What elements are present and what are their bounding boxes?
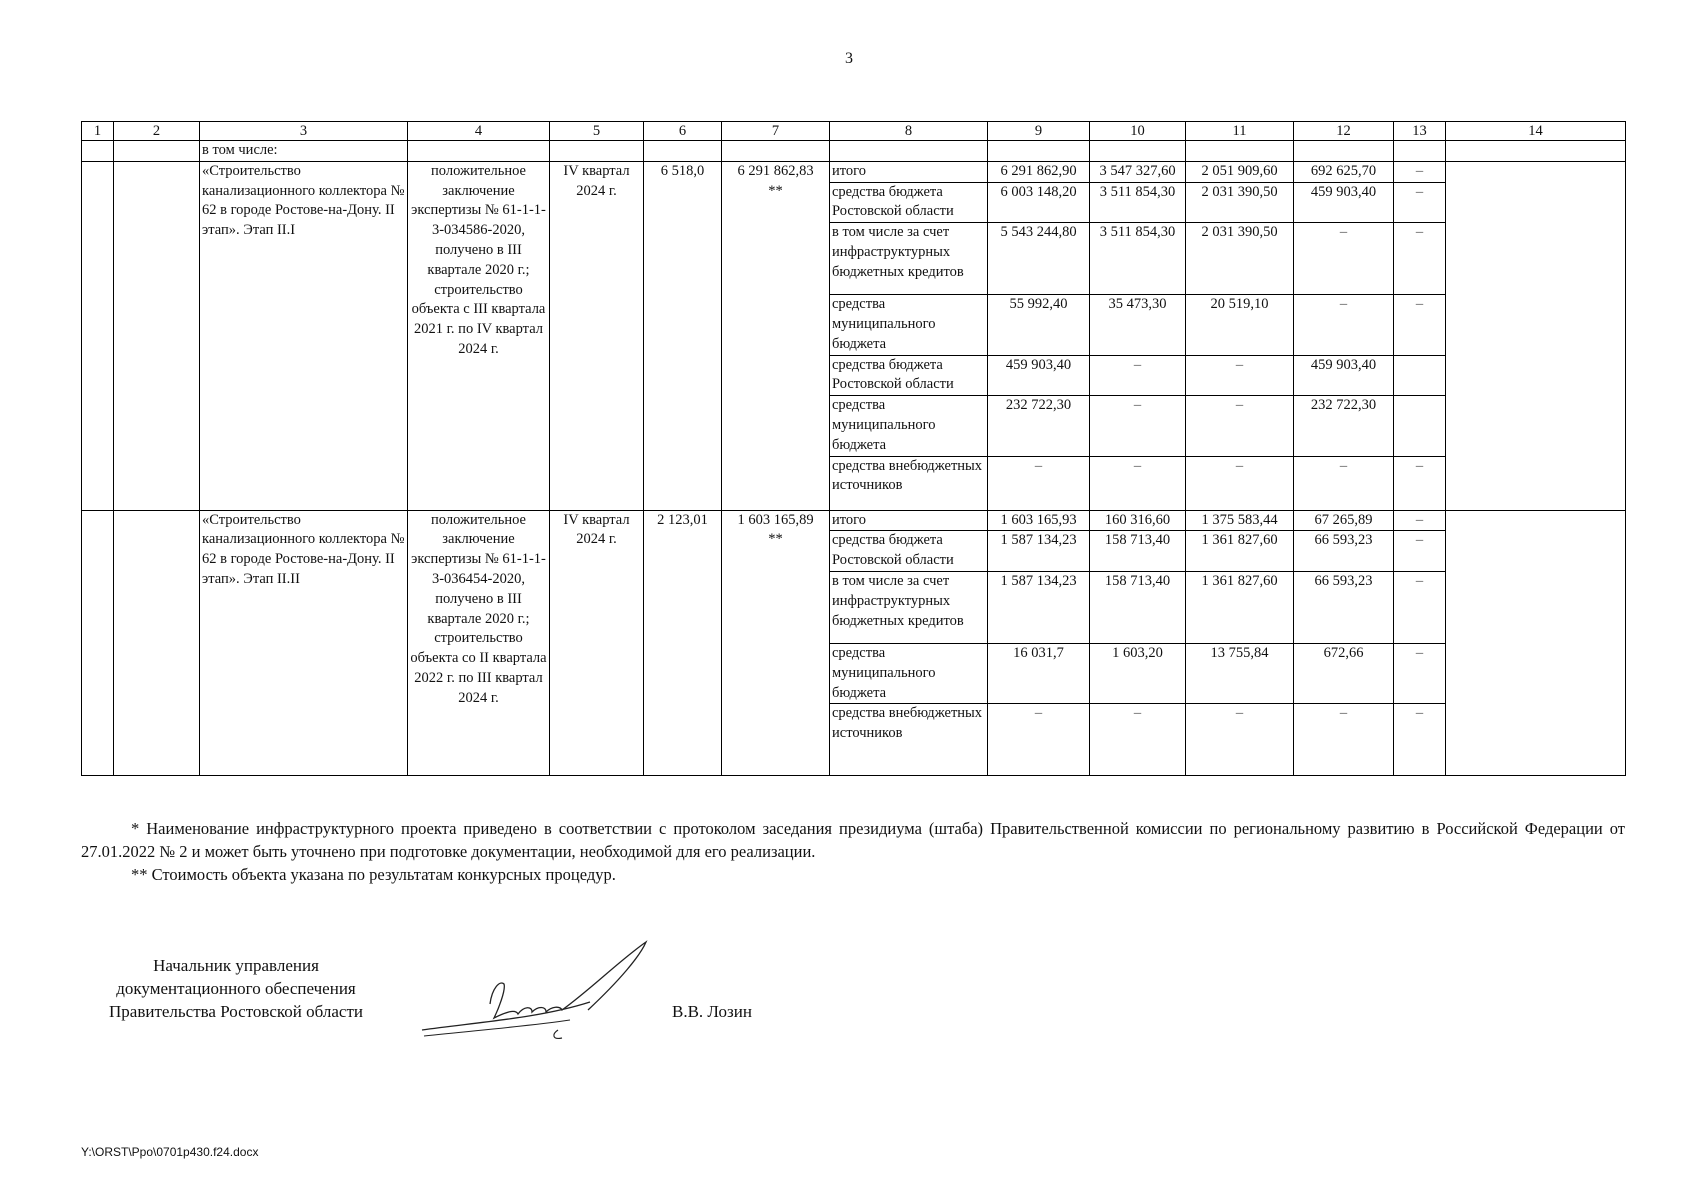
column-header: 9 [988,122,1090,141]
funding-value-v11: 1 361 827,60 [1186,571,1294,643]
funding-value-v12: 66 593,23 [1294,531,1394,572]
column-header: 3 [200,122,408,141]
table-cell [722,141,830,162]
file-path: Y:\ORST\Ppo\0701p430.f24.docx [81,1145,259,1159]
row-number-cell [82,510,114,776]
table-cell [644,141,722,162]
column-header: 6 [644,122,722,141]
object-code-cell [114,510,200,776]
funding-value-v12: – [1294,223,1394,295]
project-deadline: IV квартал 2024 г. [550,510,644,776]
project-status: положительное заключение экспертизы № 61-1-1-3-034586-2020, получено в III квартале 2020 г.; строительство объекта с III квартала 2021 г. по IV квартал 2024 г. [408,161,550,510]
project-cost-cell [722,510,830,776]
column-header: 8 [830,122,988,141]
funding-value-v12: 459 903,40 [1294,355,1394,396]
funding-value-v12: 67 265,89 [1294,510,1394,531]
funding-value-v9: 6 003 148,20 [988,182,1090,223]
project-deadline: IV квартал 2024 г. [550,161,644,510]
column-header: 5 [550,122,644,141]
project-cost-cell [722,161,830,510]
in-that-number-row [82,141,1626,162]
funding-value-v10: – [1090,396,1186,456]
funding-value-v10: 3 547 327,60 [1090,161,1186,182]
funding-source: средства муниципального бюджета [830,643,988,703]
signature-image [420,940,660,1045]
table-cell [1446,141,1626,162]
table-cell [988,141,1090,162]
column-number-row [82,122,1626,141]
column-header: 10 [1090,122,1186,141]
column-header: 1 [82,122,114,141]
funding-value-v9: 1 587 134,23 [988,571,1090,643]
funding-value-v10: – [1090,456,1186,510]
table-cell [1394,141,1446,162]
funding-value-v11: 2 031 390,50 [1186,223,1294,295]
in-that-number-label: в том числе: [200,141,408,162]
funding-source: средства бюджета Ростовской области [830,531,988,572]
funding-value-v13: – [1394,182,1446,223]
column-header: 13 [1394,122,1446,141]
column-header: 2 [114,122,200,141]
table-cell [82,141,114,162]
project-cost: 1 603 165,89 [737,511,814,528]
funding-value-v9: 16 031,7 [988,643,1090,703]
funding-value-v11: 1 361 827,60 [1186,531,1294,572]
funding-value-v12: – [1294,295,1394,355]
funding-value-v10: 1 603,20 [1090,643,1186,703]
funding-source: средства внебюджетных источников [830,704,988,776]
funding-value-v10: – [1090,704,1186,776]
project-name: «Строительство канализационного коллектора № 62 в городе Ростове-на-Дону. II этап». Этап II.I [200,161,408,510]
project-status: положительное заключение экспертизы № 61-1-1-3-036454-2020, получено в III квартале 2020 г.; строительство объекта со II квартала 2022 г. по III квартал 2024 г. [408,510,550,776]
project-capacity: 6 518,0 [644,161,722,510]
funding-source: средства бюджета Ростовской области [830,355,988,396]
funding-value-v9: 6 291 862,90 [988,161,1090,182]
funding-source: средства внебюджетных источников [830,456,988,510]
column-header: 4 [408,122,550,141]
table-cell [550,141,644,162]
funding-value-v12: – [1294,704,1394,776]
funding-value-v10: 158 713,40 [1090,571,1186,643]
table-cell [830,141,988,162]
funding-value-v11: 2 051 909,60 [1186,161,1294,182]
funding-value-v9: 1 603 165,93 [988,510,1090,531]
funding-value-v9: – [988,704,1090,776]
funding-value-v11: 20 519,10 [1186,295,1294,355]
funding-value-v13: – [1394,531,1446,572]
table-row [82,510,1626,531]
funding-value-v10: 3 511 854,30 [1090,182,1186,223]
funding-value-v11: – [1186,355,1294,396]
project-cost-note: ** [768,531,783,548]
funding-value-v13: – [1394,456,1446,510]
funding-value-v11: 2 031 390,50 [1186,182,1294,223]
footnote-2: ** Стоимость объекта указана по результатам конкурсных процедур. [131,865,616,884]
funding-value-v10: 3 511 854,30 [1090,223,1186,295]
project-capacity: 2 123,01 [644,510,722,776]
funding-value-v11: – [1186,396,1294,456]
column-header: 11 [1186,122,1294,141]
funding-value-v13: – [1394,161,1446,182]
column-header: 7 [722,122,830,141]
funding-value-v10: 160 316,60 [1090,510,1186,531]
funding-value-v12: 66 593,23 [1294,571,1394,643]
funding-value-v9: 5 543 244,80 [988,223,1090,295]
funding-value-v10: 35 473,30 [1090,295,1186,355]
page-number: 3 [845,50,853,67]
project-cost: 6 291 862,83 [737,162,814,179]
footnotes [81,817,1625,886]
footnote-1: * Наименование инфраструктурного проекта приведено в соответствии с протоколом заседания президиума (штаба) Правительственной комиссии по региональному развитию в Российской Федерации от 27.01.2022 № 2 и может быть уточнено при подготовке документации, необходимой для его реализации. [81,819,1625,861]
signer-name: В.В. Лозин [672,1002,752,1021]
financing-table [81,121,1626,776]
project-cost-note: ** [768,182,783,199]
notes-cell [1446,161,1626,510]
column-header: 12 [1294,122,1394,141]
funding-source: итого [830,161,988,182]
funding-source: в том числе за счет инфраструктурных бюджетных кредитов [830,571,988,643]
funding-value-v12: 692 625,70 [1294,161,1394,182]
funding-value-v13: – [1394,704,1446,776]
table-cell [408,141,550,162]
financing-table-wrap [81,121,1625,776]
funding-value-v13 [1394,355,1446,396]
table-cell [114,141,200,162]
funding-value-v10: – [1090,355,1186,396]
signer-position: Начальник управления документационного обеспечения Правительства Ростовской области [109,956,363,1021]
table-row [82,161,1626,182]
funding-value-v9: 55 992,40 [988,295,1090,355]
funding-value-v11: 1 375 583,44 [1186,510,1294,531]
funding-value-v9: 232 722,30 [988,396,1090,456]
funding-value-v11: 13 755,84 [1186,643,1294,703]
funding-value-v13: – [1394,643,1446,703]
funding-source: в том числе за счет инфраструктурных бюджетных кредитов [830,223,988,295]
funding-value-v10: 158 713,40 [1090,531,1186,572]
funding-source: средства бюджета Ростовской области [830,182,988,223]
funding-value-v11: – [1186,456,1294,510]
funding-value-v13 [1394,396,1446,456]
funding-source: средства муниципального бюджета [830,396,988,456]
project-name: «Строительство канализационного коллектора № 62 в городе Ростове-на-Дону. II этап». Этап II.II [200,510,408,776]
funding-value-v11: – [1186,704,1294,776]
funding-value-v12: 672,66 [1294,643,1394,703]
column-header: 14 [1446,122,1626,141]
table-cell [1294,141,1394,162]
funding-value-v12: – [1294,456,1394,510]
row-number-cell [82,161,114,510]
funding-value-v9: 459 903,40 [988,355,1090,396]
notes-cell [1446,510,1626,776]
table-cell [1186,141,1294,162]
table-cell [1090,141,1186,162]
funding-source: средства муниципального бюджета [830,295,988,355]
funding-value-v12: 459 903,40 [1294,182,1394,223]
funding-value-v13: – [1394,223,1446,295]
funding-value-v13: – [1394,571,1446,643]
object-code-cell [114,161,200,510]
funding-value-v13: – [1394,295,1446,355]
funding-value-v9: 1 587 134,23 [988,531,1090,572]
funding-value-v9: – [988,456,1090,510]
funding-source: итого [830,510,988,531]
funding-value-v12: 232 722,30 [1294,396,1394,456]
funding-value-v13: – [1394,510,1446,531]
